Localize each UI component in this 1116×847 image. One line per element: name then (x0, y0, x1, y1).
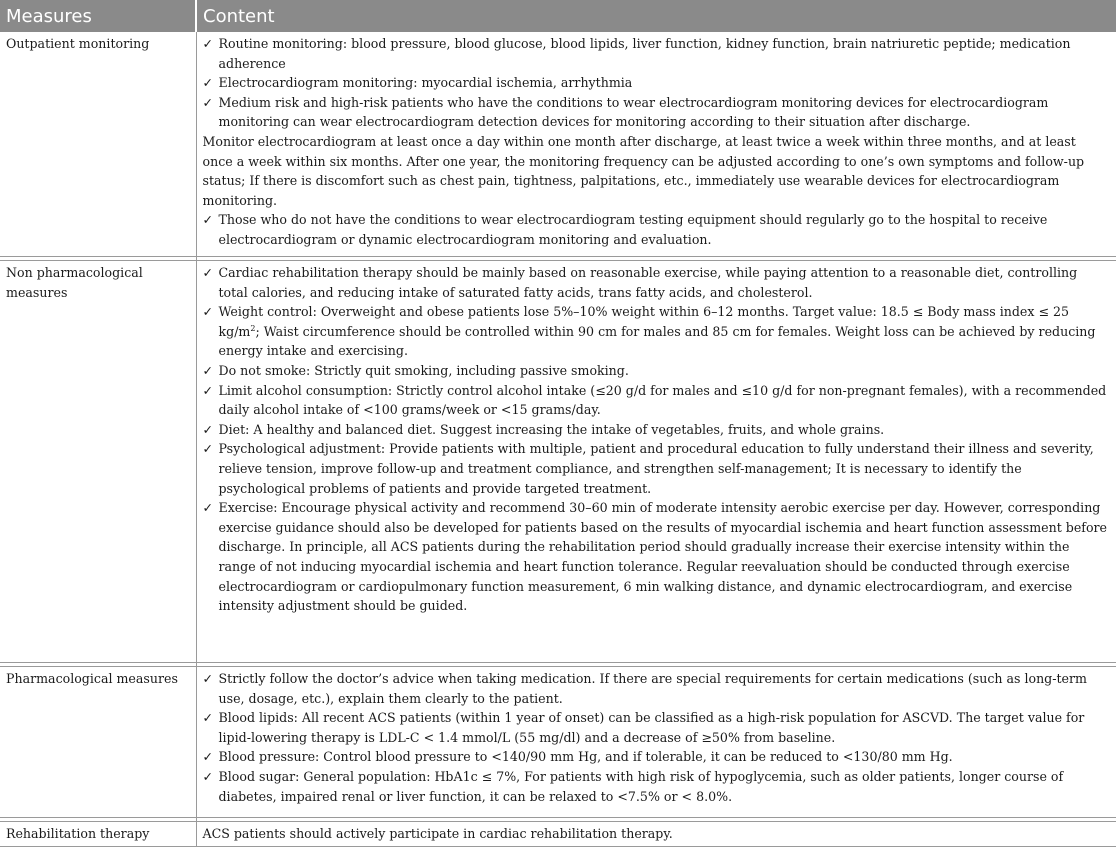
checkmark-icon: ✓ (202, 362, 214, 378)
item-text: Exercise: Encourage physical activity and recommend 30–60 min of moderate intensity aerobic exercise per day. However, corresponding exercise guidance should also be developed for patients based on the results of myocardial ischemia and heart function assessment before discharge. In principle, all ACS patients during the rehabilitation period should gradually increase their exercise intensity within the range of not inducing myocardial ischemia and heart function tolerance. Regular reevaluation should be conducted through exercise electrocardiogram or cardiopulmonary function measurement, 6 min walking distance, and dynamic electrocardiogram, and exercise intensity adjustment should be guided. (218, 500, 1108, 614)
list-item (203, 263, 1111, 302)
list-item (203, 767, 1111, 806)
checkmark-icon: ✓ (202, 500, 214, 516)
paragraph-text: ACS patients should actively participate in cardiac rehabilitation therapy. (202, 826, 673, 841)
list-item (203, 747, 1111, 767)
item-text: Those who do not have the conditions to wear electrocardiogram testing equipment should regularly go to the hospital to receive electrocardiogram or dynamic electrocardiogram monitoring and evaluation. (218, 212, 1048, 247)
paragraph (203, 132, 1111, 210)
checkmark-icon: ✓ (202, 421, 214, 437)
item-text: Electrocardiogram monitoring: myocardial ischemia, arrhythmia (218, 75, 633, 91)
paragraph-text: Monitor electrocardiogram at least once a day within one month after discharge, at least twice a week within three months, and at least once a week within six months. After one year, the monitoring frequency can be adjusted according to one’s own symptoms and follow-up status; If there is discomfort such as chest pain, tightness, palpitations, etc., immediately use wearable devices for electrocardiogram monitoring. (202, 133, 1085, 208)
content-cell (196, 32, 1116, 257)
measure-cell: Pharmacological measures (0, 667, 196, 818)
list-item (203, 498, 1111, 616)
table-row-rehabilitation (0, 822, 1116, 847)
list-item (203, 381, 1111, 420)
table-header-row (0, 0, 1116, 32)
list-item (203, 34, 1111, 73)
checkmark-icon: ✓ (202, 75, 214, 91)
paragraph (203, 824, 1111, 844)
item-text: Routine monitoring: blood pressure, blood glucose, blood lipids, liver function, kidney function, brain natriuretic peptide; medication adherence (218, 36, 1071, 71)
list-item (203, 73, 1111, 93)
item-text: Do not smoke: Strictly quit smoking, including passive smoking. (218, 362, 629, 378)
item-text: Psychological adjustment: Provide patients with multiple, patient and procedural education to fully understand their illness and severity, relieve tension, improve follow-up and treatment compliance, and strengthen self-management; It is necessary to identify the psychological problems of patients and provide targeted treatment. (218, 441, 1094, 496)
list-item (203, 302, 1111, 361)
checkmark-icon: ✓ (202, 710, 214, 726)
checkmark-icon: ✓ (202, 212, 214, 228)
item-text: Medium risk and high-risk patients who have the conditions to wear electrocardiogram monitoring devices for electrocardiogram monitoring can wear electrocardiogram detection devices for monitoring according to their situation after discharge. (218, 94, 1049, 130)
checkmark-icon: ✓ (202, 441, 214, 457)
table-row-pharmacological (0, 667, 1116, 818)
item-text: Blood pressure: Control blood pressure to <140/90 mm Hg, and if tolerable, it can be reduced to <130/80 mm Hg. (218, 749, 953, 765)
item-text: Strictly follow the doctor’s advice when taking medication. If there are special requirements for certain medications (such as long-term use, dosage, etc.), explain them clearly to the patient. (218, 671, 1087, 706)
list-item (203, 420, 1111, 440)
header-content: Content (196, 0, 1116, 32)
checkmark-icon: ✓ (202, 768, 214, 784)
table-row-outpatient-monitoring (0, 32, 1116, 257)
checkmark-icon: ✓ (202, 671, 214, 686)
content-cell (196, 261, 1116, 663)
checkmark-icon: ✓ (202, 382, 214, 398)
list-item (203, 93, 1111, 132)
checkmark-icon: ✓ (202, 265, 214, 280)
list-item (203, 439, 1111, 498)
item-text: Limit alcohol consumption: Strictly control alcohol intake (≤20 g/d for males and ≤10 g/d for non-pregnant females), with a recommended daily alcohol intake of <100 grams/week or <15 grams/day. (218, 382, 1107, 418)
content-cell (196, 822, 1116, 847)
item-text: Weight control: Overweight and obese patients lose 5%–10% weight within 6–12 months. Target value: 18.5 ≤ Body mass index ≤ 25 kg/m (218, 304, 1070, 339)
item-text: Diet: A healthy and balanced diet. Suggest increasing the intake of vegetables, fruits, and whole grains. (218, 421, 885, 437)
item-text: Cardiac rehabilitation therapy should be mainly based on reasonable exercise, while paying attention to a reasonable diet, controlling total calories, and reducing intake of saturated fatty acids, trans fatty acids, and cholesterol. (218, 265, 1078, 300)
list-item (203, 708, 1111, 747)
checkmark-icon: ✓ (202, 749, 214, 765)
checkmark-icon: ✓ (202, 304, 214, 320)
measure-cell: Rehabilitation therapy (0, 822, 196, 847)
header-measures: Measures (0, 0, 196, 32)
measure-cell: Non pharmacological measures (0, 261, 196, 663)
superscript: 2 (250, 323, 256, 333)
item-text-tail: ; Waist circumference should be controlled within 90 cm for males and 85 cm for females. Weight loss can be achieved by reducing energy intake and exercising. (218, 323, 1096, 359)
list-item (203, 669, 1111, 708)
item-text: Blood sugar: General population: HbA1c ≤ 7%, For patients with high risk of hypoglycemia, such as older patients, longer course of diabetes, impaired renal or liver function, it can be relaxed to <7.5% or < 8.0%. (218, 768, 1064, 804)
content-cell (196, 667, 1116, 818)
item-text: Blood lipids: All recent ACS patients (within 1 year of onset) can be classified as a high-risk population for ASCVD. The target value for lipid-lowering therapy is LDL-C < 1.4 mmol/L (55 mg/dl) and a decrease of ≥50% from baseline. (218, 710, 1085, 745)
list-item (203, 361, 1111, 381)
checkmark-icon: ✓ (202, 94, 214, 110)
measure-cell: Outpatient monitoring (0, 32, 196, 257)
list-item (203, 210, 1111, 249)
checkmark-icon: ✓ (202, 36, 214, 51)
table-row-non-pharmacological (0, 261, 1116, 663)
